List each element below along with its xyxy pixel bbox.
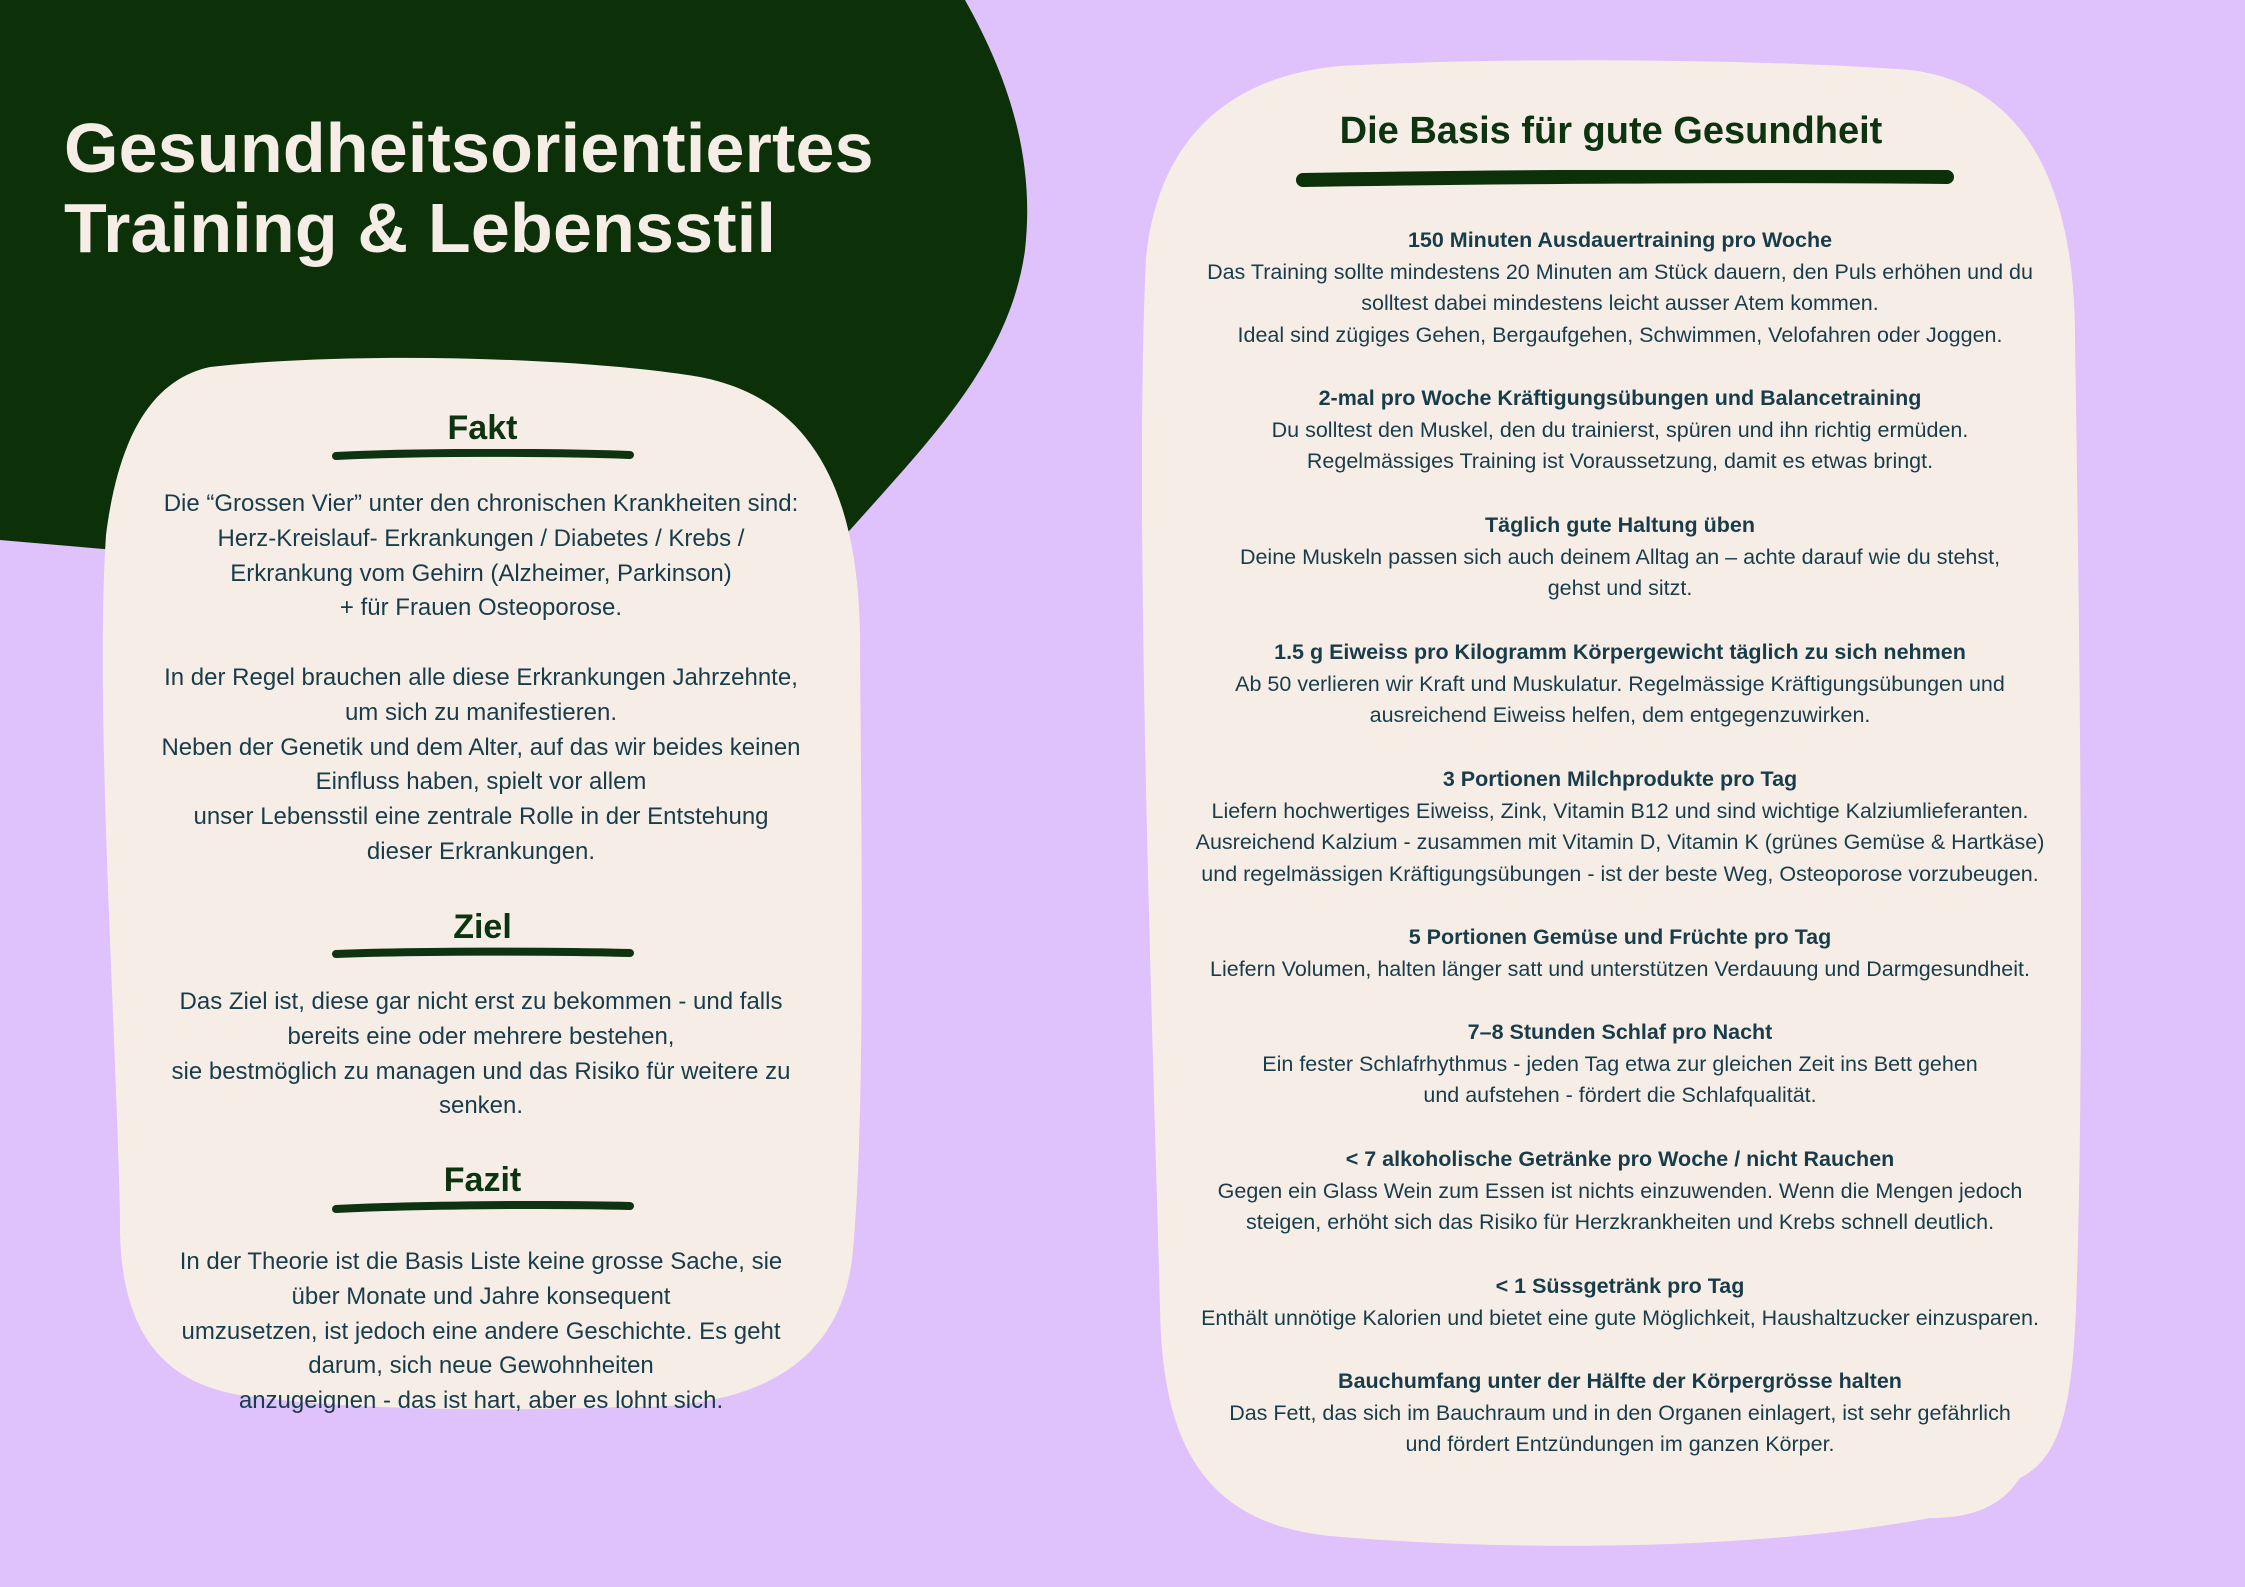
ziel-heading: Ziel [453, 908, 512, 946]
item-line: Das Training sollte mindestens 20 Minuten am Stück dauern, den Puls erhöhen und du [1207, 259, 2033, 284]
item-line: steigen, erhöht sich das Risiko für Herzkrankheiten und Krebs schnell deutlich. [1245, 1210, 1995, 1234]
basis-item [1180, 1271, 2060, 1334]
item-line: Ideal sind zügiges Gehen, Bergaufgehen, Schwimmen, Velofahren oder Joggen. [1237, 322, 2003, 347]
item-line: Ausreichend Kalzium - zusammen mit Vitamin D, Vitamin K (grünes Gemüse & Hartkäse) [1195, 830, 2045, 854]
fazit-text [120, 1245, 842, 1419]
info-card-right [1140, 58, 2082, 1548]
main-title [64, 108, 874, 268]
item-title: Bauchumfang unter der Hälfte der Körpergrösse halten [1338, 1369, 1902, 1393]
item-line: Deine Muskeln passen sich auch deinem Alltag an – achte darauf wie du stehst, [1239, 544, 2001, 569]
fazit-underline [332, 1201, 637, 1215]
fakt-line: Erkrankung vom Gehirn (Alzheimer, Parkinson) [230, 559, 732, 587]
fazit-line: darum, sich neue Gewohnheiten [308, 1352, 654, 1380]
item-line: ausreichend Eiweiss helfen, dem entgegenzuwirken. [1369, 703, 1871, 727]
item-title: 150 Minuten Ausdauertraining pro Woche [1407, 228, 1833, 252]
fakt-heading: Fakt [447, 409, 518, 447]
fakt-line: Herz-Kreislauf- Erkrankungen / Diabetes / Krebs / [217, 524, 745, 552]
item-line: Ab 50 verlieren wir Kraft und Muskulatur. Regelmässige Kräftigungsübungen und [1235, 671, 2005, 696]
item-title: 2-mal pro Woche Kräftigungsübungen und Balancetraining [1318, 386, 1922, 410]
basis-item [1180, 922, 2060, 985]
basis-underline [1295, 170, 1955, 190]
item-line: Liefern Volumen, halten länger satt und unterstützen Verdauung und Darmgesundheit. [1210, 956, 2030, 981]
ziel-text [120, 985, 842, 1124]
item-line: Ein fester Schlafrhythmus - jeden Tag etwa zur gleichen Zeit ins Bett gehen [1262, 1051, 1978, 1076]
fakt-line: In der Regel brauchen alle diese Erkrankungen Jahrzehnte, [164, 663, 798, 691]
item-title: Täglich gute Haltung üben [1485, 513, 1755, 537]
item-line: und fördert Entzündungen im ganzen Körper. [1405, 1432, 1835, 1456]
main-title-line-1: Gesundheitsorientiertes [64, 109, 874, 187]
basis-item [1180, 383, 2060, 478]
item-line: Enthält unnötige Kalorien und bietet eine gute Möglichkeit, Haushaltzucker einzusparen. [1201, 1305, 2039, 1330]
basis-item [1180, 764, 2060, 890]
ziel-line: sie bestmöglich zu managen und das Risiko für weitere zu [171, 1057, 791, 1085]
ziel-line: Das Ziel ist, diese gar nicht erst zu bekommen - und falls [179, 988, 783, 1015]
main-title-line-2: Training & Lebensstil [64, 189, 777, 267]
fakt-line: unser Lebensstil eine zentrale Rolle in der Entstehung [193, 803, 769, 831]
basis-item [1180, 225, 2060, 351]
fazit-line: In der Theorie ist die Basis Liste keine grosse Sache, sie [179, 1248, 783, 1275]
fakt-line: + für Frauen Osteoporose. [339, 594, 623, 622]
item-line: Liefern hochwertiges Eiweiss, Zink, Vitamin B12 und sind wichtige Kalziumlieferanten. [1211, 798, 2029, 823]
fakt-line: um sich zu manifestieren. [344, 698, 618, 726]
ziel-line: bereits eine oder mehrere bestehen, [287, 1022, 675, 1050]
fakt-underline [332, 449, 637, 463]
item-title: 3 Portionen Milchprodukte pro Tag [1442, 767, 1798, 791]
ziel-underline [332, 947, 637, 961]
fakt-text [120, 487, 842, 870]
basis-item [1180, 637, 2060, 732]
item-line: Regelmässiges Training ist Voraussetzung, damit es etwas bringt. [1306, 449, 1934, 473]
item-title: 1.5 g Eiweiss pro Kilogramm Körpergewicht täglich zu sich nehmen [1274, 640, 1966, 664]
item-title: 5 Portionen Gemüse und Früchte pro Tag [1408, 925, 1832, 949]
fakt-line: Die “Grossen Vier” unter den chronischen Krankheiten sind: [163, 490, 799, 517]
fazit-line: über Monate und Jahre konsequent [291, 1282, 671, 1310]
item-line: Du solltest den Muskel, den du trainierst, spüren und ihn richtig ermüden. [1271, 417, 1969, 442]
item-line: Das Fett, das sich im Bauchraum und in den Organen einlagert, ist sehr gefährlich [1229, 1400, 2011, 1425]
item-title: < 1 Süssgetränk pro Tag [1495, 1274, 1745, 1298]
item-line: Gegen ein Glass Wein zum Essen ist nichts einzuwenden. Wenn die Mengen jedoch [1217, 1178, 2023, 1203]
fakt-line: Neben der Genetik und dem Alter, auf das wir beides keinen [161, 733, 801, 761]
item-line: solltest dabei mindestens leicht ausser Atem kommen. [1361, 291, 1879, 315]
fazit-line: umzusetzen, ist jedoch eine andere Geschichte. Es geht [181, 1317, 781, 1345]
item-line: und aufstehen - fördert die Schlafqualität. [1423, 1083, 1817, 1107]
item-line: und regelmässigen Kräftigungsübungen - ist der beste Weg, Osteoporose vorzubeugen. [1201, 861, 2039, 886]
item-line: gehst und sitzt. [1547, 576, 1693, 600]
item-title: 7–8 Stunden Schlaf pro Nacht [1467, 1020, 1773, 1044]
info-card-left [100, 355, 862, 1415]
basis-item [1180, 1144, 2060, 1239]
fazit-heading: Fazit [443, 1161, 522, 1199]
fakt-line: dieser Erkrankungen. [366, 837, 596, 865]
ziel-line: senken. [438, 1092, 524, 1120]
fakt-line: Einfluss haben, spielt vor allem [315, 768, 647, 796]
fazit-line: anzugeignen - das ist hart, aber es lohnt sich. [238, 1387, 724, 1415]
basis-heading: Die Basis für gute Gesundheit [1339, 110, 1883, 152]
basis-item [1180, 1017, 2060, 1112]
item-title: < 7 alkoholische Getränke pro Woche / nicht Rauchen [1345, 1147, 1895, 1171]
basis-item [1180, 1366, 2060, 1461]
basis-item [1180, 510, 2060, 605]
fakt-line [120, 626, 842, 661]
